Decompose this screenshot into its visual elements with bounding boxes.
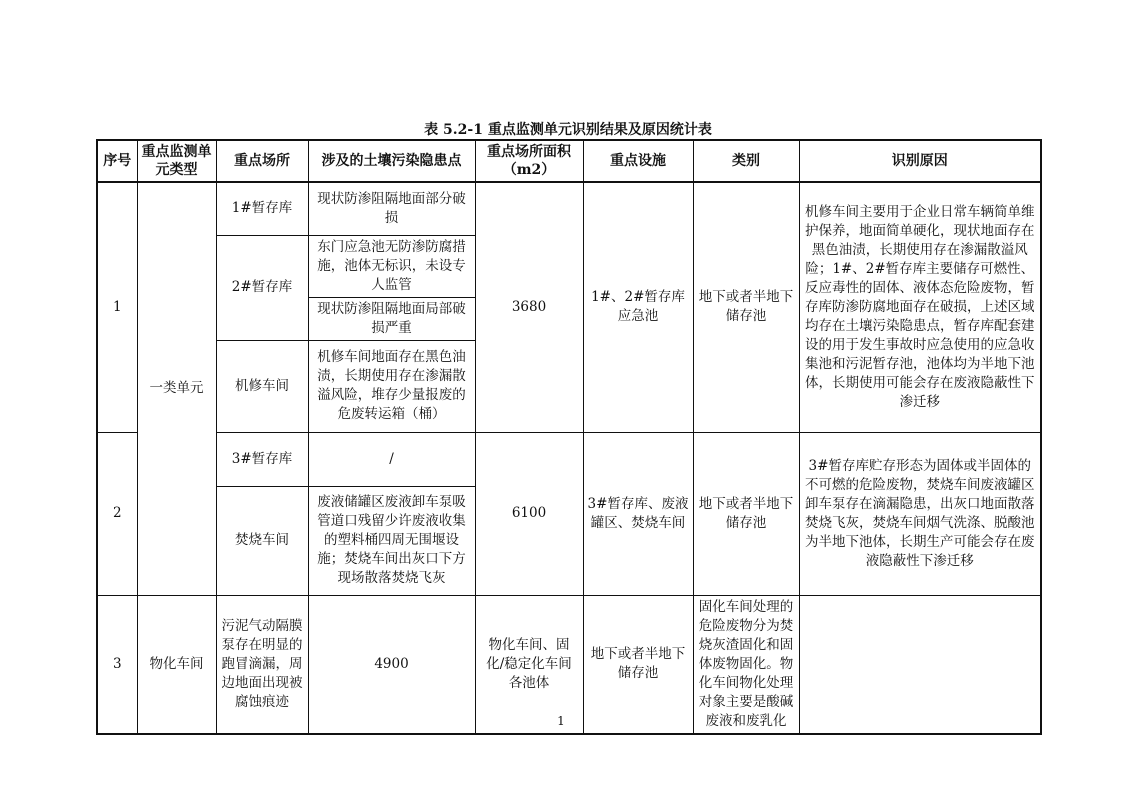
hazard-point: 现状防渗阻隔地面局部破损严重 — [308, 297, 475, 340]
site-name: 2#暂存库 — [216, 235, 308, 340]
table-title: 表 5.2-1 重点监测单元识别结果及原因统计表 — [424, 122, 712, 138]
category-cell: 地下或者半地下储存池 — [693, 432, 799, 595]
header-hazard-points: 涉及的土壤污染隐患点 — [308, 140, 475, 182]
site-name: 机修车间 — [216, 340, 308, 432]
page-number: 1 — [557, 714, 565, 728]
hazard-point: 污泥气动隔膜泵存在明显的跑冒滴漏，周边地面出现被腐蚀痕迹 — [216, 595, 308, 734]
category-cell: 地下或者半地下储存池 — [693, 182, 799, 432]
header-reason: 识别原因 — [799, 140, 1041, 182]
header-unit-type: 重点监测单元类型 — [137, 140, 216, 182]
table-row — [97, 595, 1041, 734]
area-cell: 6100 — [475, 432, 583, 595]
facility-cell: 1#、2#暂存库应急池 — [583, 182, 693, 432]
unit-type-cell: 一类单元 — [137, 182, 216, 595]
site-name: 焚烧车间 — [216, 486, 308, 595]
hazard-point: 废液储罐区废液卸车泵吸管道口残留少许废液收集的塑料桶四周无围堰设施；焚烧车间出灰口下方现场散落焚烧飞灰 — [308, 486, 475, 595]
row-number: 2 — [97, 432, 137, 595]
reason-cell: 3#暂存库贮存形态为固体或半固体的不可燃的危险废物，焚烧车间废液罐区卸车泵存在滴漏隐患，出灰口地面散落焚烧飞灰，焚烧车间烟气洗涤、脱酸池为半地下池体，长期生产可能会存在废液隐蔽性下渗迁移 — [799, 432, 1041, 595]
header-area: 重点场所面积（m2） — [475, 140, 583, 182]
area-cell: 3680 — [475, 182, 583, 432]
header-facility: 重点设施 — [583, 140, 693, 182]
hazard-point: 机修车间地面存在黑色油渍，长期使用存在渗漏散溢风险，堆存少量报废的危废转运箱（桶） — [308, 340, 475, 432]
site-name: 物化车间 — [137, 595, 216, 734]
hazard-point: 现状防渗阻隔地面部分破损 — [308, 182, 475, 235]
reason-cell: 机修车间主要用于企业日常车辆简单维护保养，地面简单硬化，现状地面存在黑色油渍，长期使用存在渗漏散溢风险；1#、2#暂存库主要储存可燃性、反应毒性的固体、液体态危险废物，暂存库防渗防腐地面存在破损，上述区域均存在土壤污染隐患点，暂存库配套建设的用于发生事故时应急使用的应急收集池和污泥暂存池，池体均为半地下池体，长期使用可能会存在废液隐蔽性下渗迁移 — [799, 182, 1041, 432]
row-number: 1 — [97, 182, 137, 432]
facility-cell: 物化车间、固化/稳定化车间各池体 — [475, 595, 583, 734]
site-name: 3#暂存库 — [216, 432, 308, 486]
area-cell: 4900 — [308, 595, 475, 734]
monitoring-unit-table — [96, 139, 1042, 735]
table-row — [97, 432, 1041, 486]
facility-cell: 3#暂存库、废液罐区、焚烧车间 — [583, 432, 693, 595]
table-header-row — [97, 140, 1041, 182]
header-site: 重点场所 — [216, 140, 308, 182]
table-row — [97, 182, 1041, 235]
header-no: 序号 — [97, 140, 137, 182]
reason-cell: 固化车间处理的危险废物分为焚烧灰渣固化和固体废物固化。物化车间物化处理对象主要是酸碱废液和废乳化 — [693, 595, 799, 734]
header-category: 类别 — [693, 140, 799, 182]
row-number: 3 — [97, 595, 137, 734]
hazard-point: 东门应急池无防渗防腐措施，池体无标识，未设专人监管 — [308, 235, 475, 297]
category-cell: 地下或者半地下储存池 — [583, 595, 693, 734]
hazard-point: / — [308, 432, 475, 486]
site-name: 1#暂存库 — [216, 182, 308, 235]
